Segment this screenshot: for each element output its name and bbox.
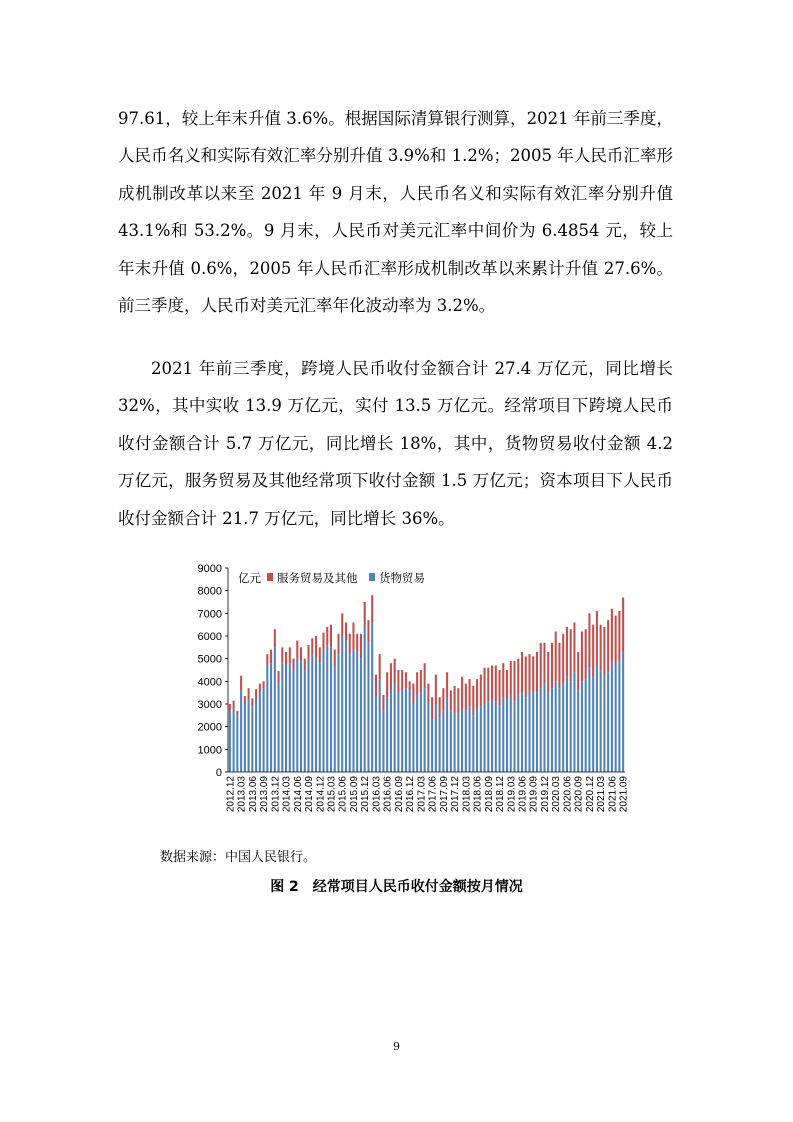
bar-goods-trade bbox=[611, 661, 613, 772]
bar-goods-trade bbox=[607, 672, 609, 772]
bar-goods-trade bbox=[289, 663, 291, 772]
bar-services-other bbox=[607, 620, 609, 672]
bar-goods-trade bbox=[367, 643, 369, 772]
bar-services-other bbox=[454, 686, 456, 713]
x-tick-label: 2015.09 bbox=[348, 776, 360, 813]
bar-services-other bbox=[285, 652, 287, 666]
bar-goods-trade bbox=[233, 709, 235, 772]
bar-goods-trade bbox=[248, 699, 250, 772]
monthly-receipts-chart bbox=[180, 560, 635, 840]
bar-services-other bbox=[341, 613, 343, 636]
bar-services-other bbox=[543, 643, 545, 684]
bar-goods-trade bbox=[484, 704, 486, 772]
bar-goods-trade bbox=[521, 693, 523, 772]
bar-goods-trade bbox=[469, 706, 471, 772]
x-tick-label: 2017.06 bbox=[427, 776, 439, 813]
x-tick-label: 2018.03 bbox=[461, 776, 473, 813]
bar-services-other bbox=[386, 672, 388, 697]
x-tick-label: 2013.12 bbox=[270, 776, 282, 813]
bar-services-other bbox=[600, 625, 602, 670]
x-tick-label: 2018.09 bbox=[483, 776, 495, 813]
bar-services-other bbox=[379, 654, 381, 679]
bar-goods-trade bbox=[281, 663, 283, 772]
bar-services-other bbox=[427, 684, 429, 704]
bar-services-other bbox=[360, 634, 362, 659]
bar-services-other bbox=[401, 670, 403, 690]
bar-goods-trade bbox=[435, 704, 437, 772]
bar-services-other bbox=[236, 711, 238, 716]
bar-goods-trade bbox=[270, 663, 272, 772]
x-tick-label: 2016.12 bbox=[405, 776, 417, 813]
bar-goods-trade bbox=[255, 699, 257, 772]
x-tick-label: 2014.03 bbox=[281, 776, 293, 813]
bar-services-other bbox=[551, 643, 553, 688]
bar-services-other bbox=[420, 670, 422, 693]
bar-services-other bbox=[487, 668, 489, 702]
bar-goods-trade bbox=[322, 650, 324, 772]
bar-goods-trade bbox=[577, 690, 579, 772]
bar-services-other bbox=[367, 620, 369, 643]
bar-services-other bbox=[248, 688, 250, 699]
bar-services-other bbox=[558, 643, 560, 688]
bar-goods-trade bbox=[536, 693, 538, 772]
bar-services-other bbox=[345, 622, 347, 640]
bar-services-other bbox=[244, 696, 246, 704]
bar-services-other bbox=[240, 676, 242, 691]
bar-goods-trade bbox=[345, 641, 347, 772]
bar-goods-trade bbox=[603, 675, 605, 772]
bar-goods-trade bbox=[502, 697, 504, 772]
bar-services-other bbox=[562, 634, 564, 684]
bar-goods-trade bbox=[476, 709, 478, 772]
bar-services-other bbox=[300, 647, 302, 661]
x-tick-label: 2018.12 bbox=[495, 776, 507, 813]
bar-goods-trade bbox=[454, 713, 456, 772]
x-tick-label: 2013.09 bbox=[259, 776, 271, 813]
source-note: 数据来源：中国人民银行。 bbox=[160, 850, 317, 865]
bar-goods-trade bbox=[465, 711, 467, 772]
bar-services-other bbox=[390, 663, 392, 690]
bar-services-other bbox=[274, 629, 276, 647]
bar-goods-trade bbox=[263, 688, 265, 772]
bar-services-other bbox=[513, 661, 515, 702]
bar-goods-trade bbox=[259, 693, 261, 772]
bar-goods-trade bbox=[431, 720, 433, 772]
bar-services-other bbox=[431, 697, 433, 720]
bar-goods-trade bbox=[442, 711, 444, 772]
bar-services-other bbox=[442, 688, 444, 711]
x-tick-label: 2020.12 bbox=[584, 776, 596, 813]
legend-swatch-goods bbox=[369, 573, 375, 581]
bar-goods-trade bbox=[229, 711, 231, 772]
bar-services-other bbox=[270, 650, 272, 664]
bar-services-other bbox=[547, 652, 549, 693]
bar-goods-trade bbox=[573, 672, 575, 772]
bar-services-other bbox=[337, 634, 339, 654]
bar-goods-trade bbox=[495, 702, 497, 772]
legend-swatch-services bbox=[267, 573, 273, 581]
bar-services-other bbox=[540, 643, 542, 688]
bar-goods-trade bbox=[457, 713, 459, 772]
figure-caption: 图 2 经常项目人民币收付金额按月情况 bbox=[270, 879, 523, 895]
bar-goods-trade bbox=[334, 665, 336, 772]
x-tick-label: 2013.03 bbox=[236, 776, 248, 813]
bar-goods-trade bbox=[532, 693, 534, 772]
bar-goods-trade bbox=[304, 670, 306, 772]
bar-services-other bbox=[521, 652, 523, 693]
body-paragraph-1: 97.61，较上年末升值 3.6%。根据国际清算银行测算，2021 年前三季度，人民币名义和实际有效汇率分别升值 3.9%和 1.2%；2005 年人民币汇率形成机制改革以来至 2021 年 9 月末，人民币名义和实际有效汇率分别升值 43.1%和 53.2%。9 月末，人民币对美元汇率中间价为 6.4854 元，较上年末升值 0.6%，2005 年人民币汇率形成机制改革以来累计升值 27.6%。前三季度，人民币对美元汇率年化波动率为 3.2%。 bbox=[118, 109, 673, 316]
y-unit-label: 亿元 bbox=[238, 571, 261, 585]
bar-goods-trade bbox=[562, 684, 564, 772]
x-tick-label: 2012.12 bbox=[225, 776, 237, 813]
bar-services-other bbox=[484, 668, 486, 704]
bar-services-other bbox=[278, 671, 280, 683]
x-tick-label: 2017.03 bbox=[416, 776, 428, 813]
x-tick-label: 2019.09 bbox=[528, 776, 540, 813]
bar-services-other bbox=[364, 602, 366, 627]
bar-goods-trade bbox=[491, 699, 493, 772]
bar-services-other bbox=[304, 659, 306, 670]
bar-goods-trade bbox=[588, 668, 590, 772]
bar-goods-trade bbox=[581, 681, 583, 772]
bar-services-other bbox=[465, 684, 467, 711]
bar-goods-trade bbox=[236, 715, 238, 772]
bar-goods-trade bbox=[543, 684, 545, 772]
bar-goods-trade bbox=[352, 650, 354, 772]
bar-services-other bbox=[461, 677, 463, 709]
bar-services-other bbox=[259, 684, 261, 693]
bar-goods-trade bbox=[349, 654, 351, 772]
y-tick-label: 6000 bbox=[197, 631, 222, 643]
bar-goods-trade bbox=[506, 699, 508, 772]
bar-goods-trade bbox=[510, 695, 512, 772]
bar-services-other bbox=[491, 665, 493, 699]
bar-goods-trade bbox=[420, 693, 422, 772]
bar-goods-trade bbox=[371, 622, 373, 772]
bar-services-other bbox=[405, 672, 407, 688]
bar-goods-trade bbox=[487, 702, 489, 772]
bar-services-other bbox=[296, 641, 298, 659]
bar-goods-trade bbox=[551, 688, 553, 772]
legend-label-services: 服务贸易及其他 bbox=[277, 571, 358, 585]
bar-services-other bbox=[528, 654, 530, 690]
bar-goods-trade bbox=[296, 659, 298, 772]
bar-goods-trade bbox=[446, 697, 448, 772]
bar-goods-trade bbox=[356, 652, 358, 772]
bar-services-other bbox=[394, 659, 396, 684]
bar-goods-trade bbox=[240, 690, 242, 772]
bar-goods-trade bbox=[360, 659, 362, 772]
bar-services-other bbox=[577, 652, 579, 691]
bar-services-other bbox=[532, 656, 534, 692]
bar-goods-trade bbox=[528, 690, 530, 772]
y-tick-label: 4000 bbox=[197, 676, 222, 689]
x-tick-label: 2015.06 bbox=[337, 776, 349, 813]
bar-services-other bbox=[566, 627, 568, 677]
bar-services-other bbox=[263, 681, 265, 688]
chart-svg bbox=[180, 560, 635, 840]
bar-services-other bbox=[416, 672, 418, 695]
bar-services-other bbox=[349, 634, 351, 654]
bar-goods-trade bbox=[386, 697, 388, 772]
bar-services-other bbox=[397, 670, 399, 693]
bar-goods-trade bbox=[416, 695, 418, 772]
bar-goods-trade bbox=[570, 681, 572, 772]
x-tick-label: 2013.06 bbox=[247, 776, 259, 813]
bar-services-other bbox=[319, 647, 321, 663]
bar-goods-trade bbox=[300, 661, 302, 772]
bar-services-other bbox=[315, 636, 317, 659]
bar-goods-trade bbox=[615, 665, 617, 772]
bar-services-other bbox=[457, 688, 459, 713]
bar-services-other bbox=[555, 631, 557, 681]
bar-goods-trade bbox=[439, 718, 441, 772]
bar-services-other bbox=[622, 597, 624, 651]
bar-goods-trade bbox=[375, 697, 377, 772]
bar-goods-trade bbox=[424, 688, 426, 772]
bar-services-other bbox=[251, 698, 253, 706]
bar-services-other bbox=[618, 611, 620, 661]
bar-services-other bbox=[525, 656, 527, 697]
bar-services-other bbox=[409, 681, 411, 690]
bar-goods-trade bbox=[600, 670, 602, 772]
bar-goods-trade bbox=[585, 679, 587, 772]
bar-services-other bbox=[326, 627, 328, 645]
x-tick-label: 2014.09 bbox=[304, 776, 316, 813]
bar-services-other bbox=[266, 654, 268, 665]
bar-services-other bbox=[311, 638, 313, 654]
bar-services-other bbox=[281, 647, 283, 663]
x-tick-label: 2018.06 bbox=[472, 776, 484, 813]
bar-goods-trade bbox=[251, 706, 253, 772]
bar-services-other bbox=[334, 650, 336, 666]
bar-goods-trade bbox=[285, 665, 287, 772]
bar-goods-trade bbox=[397, 693, 399, 772]
bar-services-other bbox=[581, 631, 583, 681]
bar-goods-trade bbox=[382, 711, 384, 772]
bar-services-other bbox=[289, 647, 291, 663]
bar-services-other bbox=[469, 679, 471, 706]
x-tick-label: 2015.12 bbox=[360, 776, 372, 813]
bar-goods-trade bbox=[244, 704, 246, 772]
bar-goods-trade bbox=[401, 690, 403, 772]
bar-services-other bbox=[596, 611, 598, 665]
y-tick-label: 2000 bbox=[197, 721, 222, 734]
bar-goods-trade bbox=[596, 665, 598, 772]
x-tick-label: 2021.03 bbox=[596, 776, 608, 813]
bar-services-other bbox=[502, 663, 504, 697]
bar-services-other bbox=[603, 627, 605, 675]
bar-services-other bbox=[450, 690, 452, 710]
bar-services-other bbox=[476, 679, 478, 708]
bar-services-other bbox=[592, 625, 594, 677]
bar-goods-trade bbox=[266, 665, 268, 772]
bar-services-other bbox=[446, 672, 448, 697]
bar-goods-trade bbox=[540, 688, 542, 772]
x-tick-label: 2014.12 bbox=[315, 776, 327, 813]
bar-services-other bbox=[229, 704, 231, 711]
body-paragraph-2: 2021 年前三季度，跨境人民币收付金额合计 27.4 万亿元，同比增长 32%，其中实收 13.9 万亿元，实付 13.5 万亿元。经常项目下跨境人民币收付金额合计 5.7 万亿元，同比增长 18%，其中，货物贸易收付金额 4.2 万亿元，服务贸易及其他经常项下收付金额 1.5 万亿元；资本项目下人民币收付金额合计 21.7 万亿元，同比增长 36%。 bbox=[118, 359, 673, 528]
x-tick-label: 2019.06 bbox=[517, 776, 529, 813]
bar-services-other bbox=[382, 695, 384, 711]
bar-services-other bbox=[375, 675, 377, 698]
page-number: 9 bbox=[393, 1040, 400, 1053]
bar-goods-trade bbox=[409, 690, 411, 772]
y-tick-label: 9000 bbox=[197, 563, 222, 575]
bar-goods-trade bbox=[341, 636, 343, 772]
bar-services-other bbox=[424, 663, 426, 688]
x-tick-label: 2017.09 bbox=[438, 776, 450, 813]
bar-goods-trade bbox=[326, 645, 328, 772]
y-tick-label: 5000 bbox=[197, 653, 222, 666]
bar-goods-trade bbox=[412, 704, 414, 772]
bar-services-other bbox=[536, 652, 538, 693]
bar-services-other bbox=[615, 616, 617, 666]
bar-goods-trade bbox=[364, 627, 366, 772]
bar-services-other bbox=[506, 670, 508, 699]
x-tick-label: 2019.12 bbox=[539, 776, 551, 813]
bar-services-other bbox=[255, 689, 257, 699]
bar-services-other bbox=[499, 670, 501, 706]
x-tick-label: 2021.06 bbox=[607, 776, 619, 813]
bar-services-other bbox=[588, 613, 590, 667]
bar-goods-trade bbox=[379, 679, 381, 772]
bar-services-other bbox=[510, 661, 512, 695]
x-tick-label: 2020.09 bbox=[573, 776, 585, 813]
y-tick-label: 7000 bbox=[197, 608, 222, 621]
bar-goods-trade bbox=[547, 693, 549, 772]
bar-goods-trade bbox=[315, 659, 317, 772]
bar-goods-trade bbox=[517, 695, 519, 772]
bar-services-other bbox=[517, 659, 519, 695]
bar-goods-trade bbox=[274, 647, 276, 772]
x-tick-label: 2015.03 bbox=[326, 776, 338, 813]
x-tick-label: 2016.03 bbox=[371, 776, 383, 813]
y-tick-label: 3000 bbox=[197, 699, 222, 711]
x-tick-label: 2017.12 bbox=[450, 776, 462, 813]
x-tick-label: 2014.06 bbox=[292, 776, 304, 813]
bar-services-other bbox=[611, 609, 613, 661]
bar-goods-trade bbox=[592, 677, 594, 772]
bar-services-other bbox=[412, 684, 414, 704]
bar-services-other bbox=[293, 659, 295, 670]
bar-goods-trade bbox=[394, 684, 396, 772]
bar-goods-trade bbox=[618, 661, 620, 772]
bar-goods-trade bbox=[622, 652, 624, 772]
bar-goods-trade bbox=[480, 706, 482, 772]
bar-services-other bbox=[472, 686, 474, 715]
bar-services-other bbox=[330, 625, 332, 648]
bar-goods-trade bbox=[525, 697, 527, 772]
x-tick-label: 2020.03 bbox=[551, 776, 563, 813]
bar-goods-trade bbox=[472, 715, 474, 772]
bar-goods-trade bbox=[390, 690, 392, 772]
y-tick-label: 0 bbox=[215, 767, 222, 779]
bar-services-other bbox=[573, 622, 575, 672]
y-tick-label: 8000 bbox=[197, 585, 222, 598]
bar-goods-trade bbox=[558, 688, 560, 772]
bar-services-other bbox=[322, 633, 324, 650]
bar-goods-trade bbox=[405, 688, 407, 772]
bar-goods-trade bbox=[330, 647, 332, 772]
bar-goods-trade bbox=[278, 684, 280, 772]
bar-goods-trade bbox=[513, 702, 515, 772]
bar-services-other bbox=[585, 629, 587, 679]
x-tick-label: 2020.06 bbox=[562, 776, 574, 813]
bar-services-other bbox=[233, 701, 235, 709]
x-tick-label: 2021.09 bbox=[618, 776, 630, 813]
bar-services-other bbox=[307, 645, 309, 661]
x-tick-label: 2019.03 bbox=[506, 776, 518, 813]
bar-services-other bbox=[435, 675, 437, 704]
x-tick-label: 2016.09 bbox=[393, 776, 405, 813]
legend-label-goods: 货物贸易 bbox=[379, 571, 425, 585]
bar-goods-trade bbox=[461, 709, 463, 772]
bar-goods-trade bbox=[566, 677, 568, 772]
bar-goods-trade bbox=[450, 711, 452, 772]
bar-goods-trade bbox=[427, 704, 429, 772]
bar-services-other bbox=[371, 595, 373, 622]
bar-services-other bbox=[570, 629, 572, 681]
x-tick-label: 2016.06 bbox=[382, 776, 394, 813]
bar-goods-trade bbox=[319, 663, 321, 772]
bar-services-other bbox=[356, 634, 358, 652]
bar-services-other bbox=[439, 697, 441, 717]
bar-services-other bbox=[480, 675, 482, 707]
bar-services-other bbox=[352, 622, 354, 649]
bar-goods-trade bbox=[293, 670, 295, 772]
bar-goods-trade bbox=[337, 654, 339, 772]
y-tick-label: 1000 bbox=[197, 744, 222, 757]
bar-services-other bbox=[495, 665, 497, 701]
bar-goods-trade bbox=[307, 661, 309, 772]
bar-goods-trade bbox=[499, 706, 501, 772]
bar-goods-trade bbox=[555, 681, 557, 772]
bar-goods-trade bbox=[311, 654, 313, 772]
